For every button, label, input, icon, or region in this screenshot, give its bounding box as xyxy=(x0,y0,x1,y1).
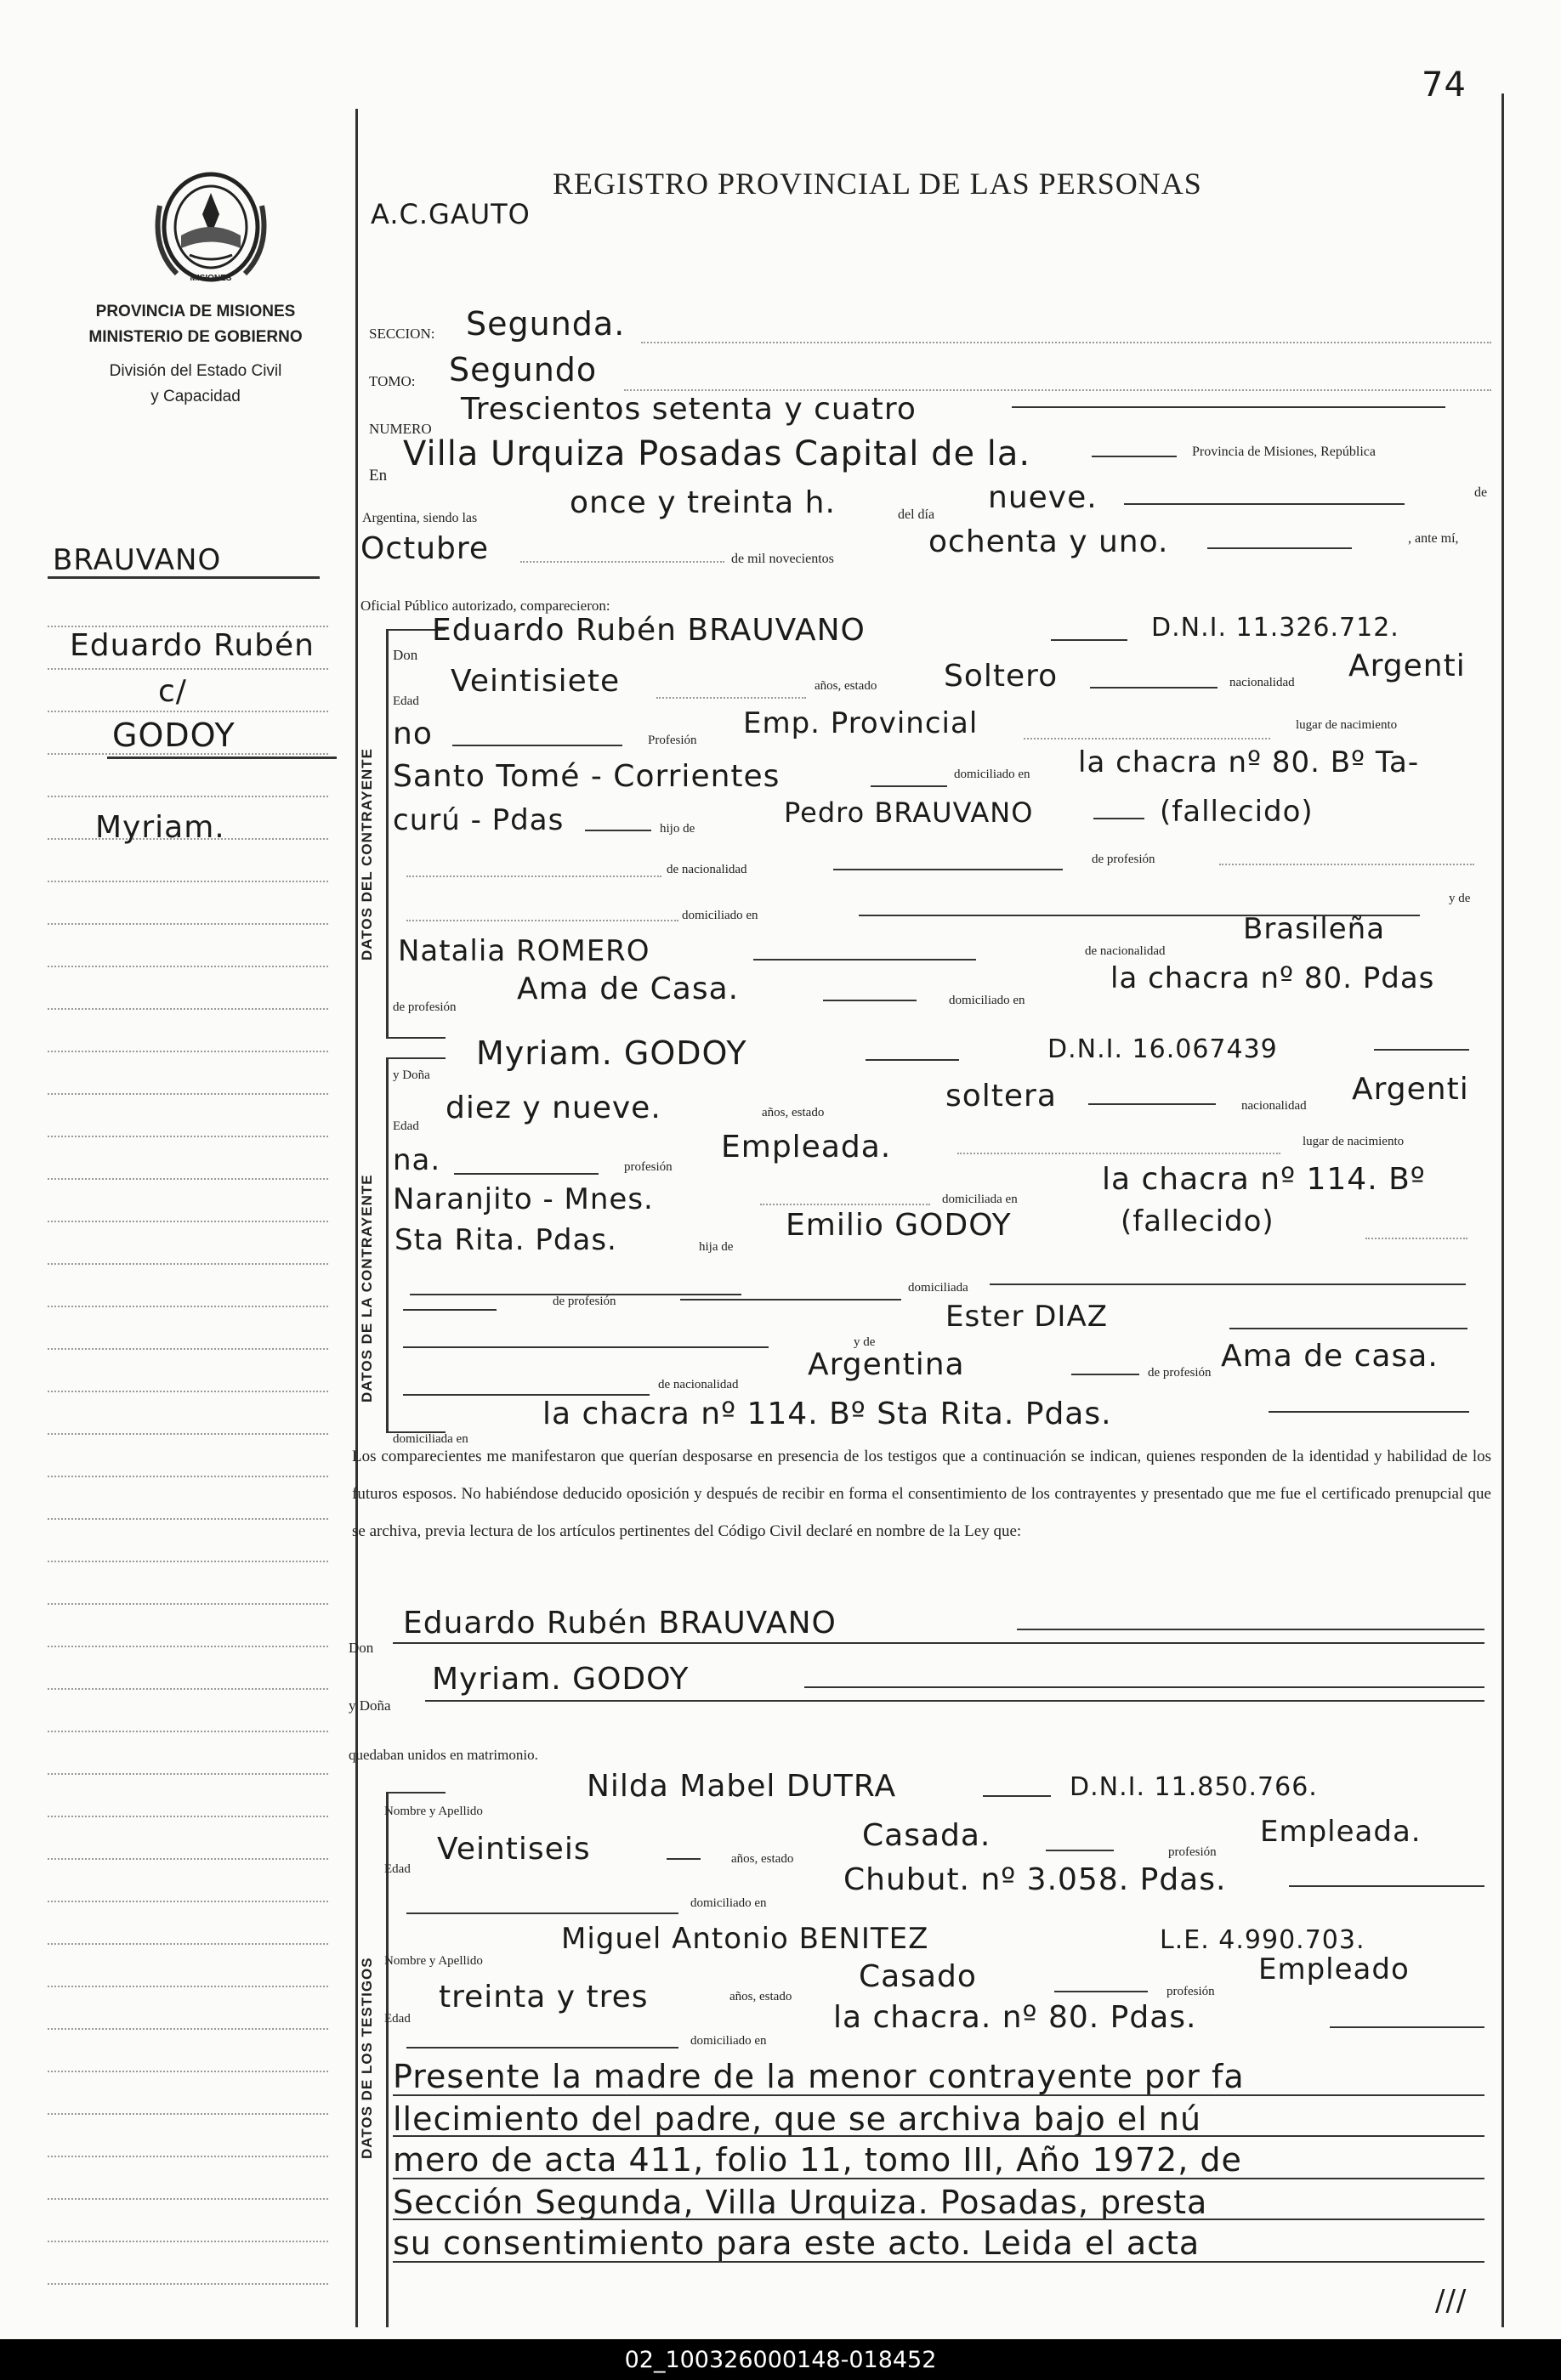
bride-madre-profesion: Ama de casa. xyxy=(1221,1339,1439,1374)
witness1-dni: D.N.I. 11.850.766. xyxy=(1070,1772,1318,1802)
bride-madre-nac: Argentina xyxy=(808,1347,965,1382)
org-division-1: División del Estado Civil xyxy=(109,362,282,380)
org-province: PROVINCIA DE MISIONES xyxy=(95,303,296,320)
org-ministry: MINISTERIO DE GOBIERNO xyxy=(88,328,303,346)
bride-bracket xyxy=(386,1057,389,1431)
corner-mark: /// xyxy=(1435,2284,1467,2318)
note-line-5: su consentimiento para este acto. Leida el acta xyxy=(393,2224,1201,2262)
margin-dotted-line xyxy=(48,1263,328,1265)
groom-madre-profesion: Ama de Casa. xyxy=(517,972,740,1006)
groom-madre-domicilio: la chacra nº 80. Pdas xyxy=(1110,961,1435,995)
witness2-edad: treinta y tres xyxy=(439,1980,649,2014)
scan-footer xyxy=(0,2339,1561,2380)
groom-dni: D.N.I. 11.326.712. xyxy=(1151,613,1399,643)
margin-dotted-line xyxy=(48,2071,328,2072)
groom-nac-1: Argenti xyxy=(1348,649,1466,683)
groom-madre: Natalia ROMERO xyxy=(398,934,650,968)
bride-padre: Emilio GODOY xyxy=(786,1208,1012,1243)
margin-dotted-line xyxy=(48,1731,328,1732)
margin-dotted-line xyxy=(48,711,328,712)
margin-dotted-line xyxy=(48,2028,328,2030)
mes-value: Octubre xyxy=(360,531,490,566)
groom-bracket xyxy=(386,629,389,1037)
groom-lugar-nac: Santo Tomé - Corrientes xyxy=(393,759,780,794)
bride-padre-nota: (fallecido) xyxy=(1121,1204,1274,1238)
groom-nac-2: no xyxy=(393,717,433,751)
margin-dotted-line xyxy=(48,1093,328,1095)
groom-madre-nac: Brasileña xyxy=(1243,912,1386,946)
witness2-estado: Casado xyxy=(859,1959,977,1994)
margin-dotted-line xyxy=(48,1136,328,1137)
groom-padre: Pedro BRAUVANO xyxy=(784,796,1034,829)
groom-profesion: Emp. Provincial xyxy=(743,706,979,740)
margin-given-1: Eduardo Rubén xyxy=(70,628,315,663)
bride-estado: soltera xyxy=(945,1079,1057,1114)
side-label-contrayente: DATOS DEL CONTRAYENTE xyxy=(359,748,375,960)
coat-of-arms-icon xyxy=(143,155,279,291)
document-sheet: 74 MISIONES PROVINCIA DE MISIONES MINISTERIO DE GOBIERNO División del Estado Civil y Capacidad DATOS DEL CONTRAYENTE DATOS DE LA CONTRAYENTE DATOS DE LOS TESTIGOS BRAUVANO Eduardo Rubén c/ GODOY Myriam. A.C.GAUTO REGISTRO PROVINCIAL DE LAS PERSONAS SECCION: Segunda. TOMO: Segundo NUMERO Trescientos setenta y cuatro En Villa Urquiza Posadas Capital de la. Provincia de Misiones, República Argentina, siendo las once y treinta h. del día nueve. de Octubre de mil novecientos ochenta y uno. , ante mí, Oficial Público autorizado, comparecieron: Don Eduardo Rubén BRAUVANO D.N.I. 11.326.712. Edad Veintisiete años, estado Soltero nacionalidad Argenti no Profesión Emp. Provincial lugar de nacimiento Santo Tomé - Corrientes domiciliado en la chacra nº 80. Bº Ta- curú - Pdas hijo de Pedro BRAUVANO (fallecido) de nacionalidad de profesión domiciliado en y de Natalia ROMERO de nacionalidad Brasileña de profesión Ama de Casa. domiciliado en la chacra nº 80. Pdas y Doña Myriam. GODOY D.N.I. 16.067439 Edad diez y nueve. años, estado soltera nacionalidad Argenti na. profesión Empleada. lugar de nacimiento Naranjito - Mnes. domiciliada en la chacra nº 114. Bº Sta Rita. Pdas. hija de Emilio GODOY (fallecido) domiciliada de profesión y de Ester DIAZ de nacionalidad Argentina de profesión Ama de casa. domiciliada en la chacra nº 114. Bº Sta Rita. Pdas. Los comparecientes me manifestaron que querían desposarse en presencia de los testigos que a continuación se indican, quienes responden de la identidad y habilidad de los futuros esposos. No habiéndose deducido oposición y después de recibir en forma el consentimiento de los contrayentes y presentado que me fue el certificado prenupcial que se archiva, previa lectura de los artículos pertinentes del Código Civil declaré en nombre de la Ley que: Don Eduardo Rubén BRAUVANO y Doña Myriam. GODOY quedaban unidos en matrimonio. Nombre y Apellido Nilda Mabel DUTRA D.N.I. 11.850.766. Edad Veintiseis años, estado Casada. profesión Empleada. domiciliado en Chubut. nº 3.058. Pdas. Nombre y Apellido Miguel Antonio BENITEZ L.E. 4.990.703. Edad treinta y tres años, estado Casado profesión Empleado domiciliado en la chacra. nº 80. Pdas. Presente la madre de la menor contrayente por fa llecimiento del padre, que se archiva bajo el nú mero de acta 411, folio 11, tomo III, Año 1972, de Sección Segunda, Villa Urquiza. Posadas, presta su consentimiento para este acto. Leida el acta /// xyxy=(0,0,1561,2339)
margin-dotted-line xyxy=(48,1561,328,1562)
org-division-2: y Capacidad xyxy=(150,388,241,405)
margin-surname-1: BRAUVANO xyxy=(53,543,222,577)
witness2-profesion: Empleado xyxy=(1258,1952,1410,1986)
union-bride: Myriam. GODOY xyxy=(432,1662,690,1697)
bride-domicilio-1: la chacra nº 114. Bº xyxy=(1102,1162,1426,1197)
margin-dotted-line xyxy=(48,626,328,627)
seccion-value: Segunda. xyxy=(466,305,626,343)
side-label-testigos: DATOS DE LOS TESTIGOS xyxy=(359,1957,375,2159)
registry-title: REGISTRO PROVINCIAL DE LAS PERSONAS xyxy=(553,167,1202,201)
bride-lugar-nac: Naranjito - Mnes. xyxy=(393,1182,654,1216)
witness1-domicilio: Chubut. nº 3.058. Pdas. xyxy=(843,1862,1227,1897)
bride-madre: Ester DIAZ xyxy=(945,1300,1108,1334)
margin-dotted-line xyxy=(48,1603,328,1605)
bride-name: Myriam. GODOY xyxy=(476,1034,747,1072)
groom-name: Eduardo Rubén BRAUVANO xyxy=(432,613,866,648)
margin-dotted-line xyxy=(48,2198,328,2200)
margin-surname-2: GODOY xyxy=(112,717,236,754)
margin-dotted-line xyxy=(48,1986,328,1987)
groom-estado: Soltero xyxy=(944,659,1059,694)
scan-id: 02_100326000148-018452 xyxy=(624,2346,937,2373)
witness1-profesion: Empleada. xyxy=(1260,1815,1422,1849)
witness1-edad: Veintiseis xyxy=(437,1832,591,1867)
bride-profesion: Empleada. xyxy=(721,1130,892,1164)
note-line-3: mero de acta 411, folio 11, tomo III, Año 1972, de xyxy=(393,2141,1242,2179)
bride-nac-2: na. xyxy=(393,1143,441,1177)
margin-dotted-line xyxy=(48,1518,328,1520)
bride-dni: D.N.I. 16.067439 xyxy=(1047,1034,1278,1064)
witness2-name: Miguel Antonio BENITEZ xyxy=(561,1922,929,1956)
numero-value: Trescientos setenta y cuatro xyxy=(461,392,917,427)
margin-dotted-line xyxy=(48,1943,328,1945)
frame-left-line xyxy=(355,109,358,2327)
witness2-domicilio: la chacra. nº 80. Pdas. xyxy=(833,2000,1197,2035)
witness2-le: L.E. 4.990.703. xyxy=(1160,1925,1365,1955)
union-groom: Eduardo Rubén BRAUVANO xyxy=(403,1606,837,1640)
margin-dotted-line xyxy=(48,881,328,882)
margin-dotted-line xyxy=(48,1646,328,1647)
bride-madre-domicilio: la chacra nº 114. Bº Sta Rita. Pdas. xyxy=(542,1397,1112,1431)
bride-nac-1: Argenti xyxy=(1352,1072,1469,1107)
witness1-estado: Casada. xyxy=(862,1818,991,1853)
bride-edad: diez y nueve. xyxy=(446,1091,661,1125)
margin-dotted-line xyxy=(48,966,328,967)
margin-dotted-line xyxy=(48,1221,328,1222)
margin-dotted-line xyxy=(48,1391,328,1392)
bride-domicilio-2: Sta Rita. Pdas. xyxy=(395,1223,617,1257)
margin-dotted-line xyxy=(48,1901,328,1902)
groom-domicilio-2: curú - Pdas xyxy=(393,803,565,837)
margin-dotted-line xyxy=(48,1051,328,1052)
lugar-value: Villa Urquiza Posadas Capital de la. xyxy=(403,434,1031,473)
margin-dotted-line xyxy=(48,1476,328,1477)
frame-right-line xyxy=(1501,94,1504,2327)
margin-given-2: Myriam. xyxy=(95,810,225,845)
margin-dotted-line xyxy=(48,2241,328,2242)
hora-value: once y treinta h. xyxy=(570,485,836,520)
anio-value: ochenta y uno. xyxy=(928,524,1169,559)
margin-dotted-line xyxy=(48,1816,328,1817)
witness1-name: Nilda Mabel DUTRA xyxy=(587,1769,897,1804)
margin-dotted-line xyxy=(48,1306,328,1307)
groom-edad: Veintisiete xyxy=(451,664,621,699)
note-line-4: Sección Segunda, Villa Urquiza. Posadas, presta xyxy=(393,2184,1208,2221)
margin-dotted-line xyxy=(48,1688,328,1690)
margin-dotted-line xyxy=(48,1178,328,1180)
declaration-paragraph: Los comparecientes me manifestaron que querían desposarse en presencia de los testigos que a continuación se indican, quienes responden de la identidad y habilidad de los futuros esposos. No habiéndose deducido oposición y después de recibir en forma el consentimiento de los contrayentes y presentado que me fue el certificado prenupcial que se archiva, previa lectura de los artículos pertinentes del Código Civil declaré en nombre de la Ley que: xyxy=(352,1448,1491,1540)
seal-ring-text: MISIONES xyxy=(190,274,232,283)
margin-dotted-line xyxy=(48,1433,328,1435)
margin-dotted-line xyxy=(48,1008,328,1010)
groom-padre-nota: (fallecido) xyxy=(1160,795,1314,829)
margin-dotted-line xyxy=(48,796,328,797)
side-label-contrayenta: DATOS DE LA CONTRAYENTE xyxy=(359,1174,375,1402)
margin-dotted-line xyxy=(48,1348,328,1350)
dia-value: nueve. xyxy=(988,480,1098,515)
margin-dotted-line xyxy=(48,2113,328,2115)
margin-dotted-line xyxy=(48,923,328,925)
note-line-1: Presente la madre de la menor contrayente por fa xyxy=(393,2058,1245,2095)
margin-dotted-line xyxy=(48,2283,328,2285)
page-number: 74 xyxy=(1422,65,1467,105)
groom-domicilio-1: la chacra nº 80. Bº Ta- xyxy=(1078,745,1420,779)
margin-dotted-line xyxy=(48,1858,328,1860)
margin-dotted-line xyxy=(48,2156,328,2157)
margin-connector: c/ xyxy=(158,674,187,709)
registrar-stamp: A.C.GAUTO xyxy=(371,198,531,230)
note-line-2: llecimiento del padre, que se archiva bajo el nú xyxy=(393,2100,1202,2138)
margin-dotted-line xyxy=(48,1773,328,1775)
tomo-value: Segundo xyxy=(449,351,598,388)
margin-dotted-line xyxy=(48,668,328,670)
